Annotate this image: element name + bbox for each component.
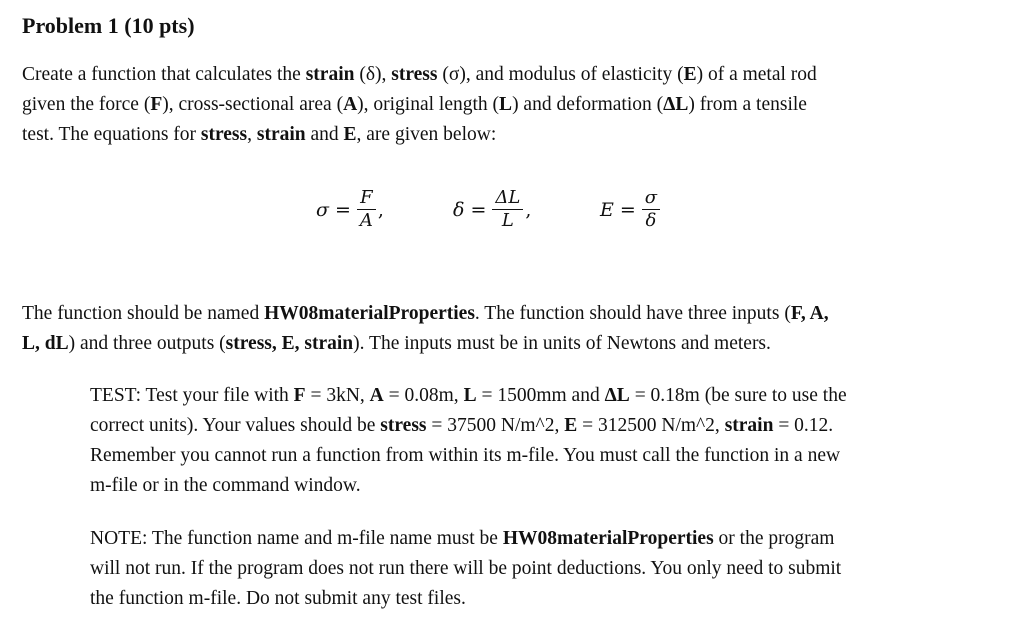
note-line-2: will not run. If the program does not run there will be point deductions. You only need to submit <box>90 558 842 579</box>
fraction-modulus: $\frac{\sigma}{\delta}$ <box>642 188 660 231</box>
function-line-2: L, dL) and three outputs (stress, E, strain). The inputs must be in units of Newtons and meters. <box>22 333 771 354</box>
test-line-1: TEST: Test your file with F = 3kN, A = 0.08m, L = 1500mm and ΔL = 0.18m (be sure to use the <box>90 385 847 406</box>
term-dL: ΔL <box>663 94 689 115</box>
intro-line-2: given the force (F), cross-sectional area (A), original length (L) and deformation (ΔL) from a tensile <box>22 94 807 115</box>
intro-paragraph <box>22 60 982 150</box>
term-A: A <box>343 94 358 115</box>
term-F: F <box>150 94 163 115</box>
function-name: HW08materialProperties <box>264 303 475 324</box>
term-L: L <box>499 94 513 115</box>
function-description <box>22 299 997 359</box>
test-line-4: m-file or in the command window. <box>90 475 361 496</box>
term-E: E <box>683 64 697 85</box>
fraction-stress: $\frac{F}{A}$ <box>357 188 376 231</box>
note-line-1: NOTE: The function name and m-file name must be HW08materialProperties or the program <box>90 528 835 549</box>
function-line-1: The function should be named HW08materialProperties. The function should have three inputs (F, A, <box>22 303 829 324</box>
note-line-3: the function m-file. Do not submit any test files. <box>90 588 466 609</box>
equation-stress: σ = $\frac{F}{A}$ , <box>316 187 384 231</box>
note-block <box>90 524 990 614</box>
term-stress: stress <box>391 64 438 85</box>
term-strain: strain <box>305 64 355 85</box>
equation-modulus: E = $\frac{\sigma}{\delta}$ <box>600 188 660 231</box>
fraction-strain: $\frac{\Delta L}{L}$ <box>492 188 523 231</box>
test-line-3: Remember you cannot run a function from within its m-file. You must call the function in a new <box>90 445 841 466</box>
equation-strain: δ = $\frac{\Delta L}{L}$ , <box>453 187 532 231</box>
intro-line-1: Create a function that calculates the strain (δ), stress (σ), and modulus of elasticity (E) of a metal rod <box>22 64 817 85</box>
test-line-2: correct units). Your values should be stress = 37500 N/m^2, E = 312500 N/m^2, strain = 0.12. <box>90 415 834 436</box>
function-outputs: stress, E, strain <box>225 333 354 354</box>
problem-title: Problem 1 (10 pts) <box>22 13 195 38</box>
intro-line-3: test. The equations for stress, strain and E, are given below: <box>22 124 497 145</box>
test-block <box>90 381 990 501</box>
